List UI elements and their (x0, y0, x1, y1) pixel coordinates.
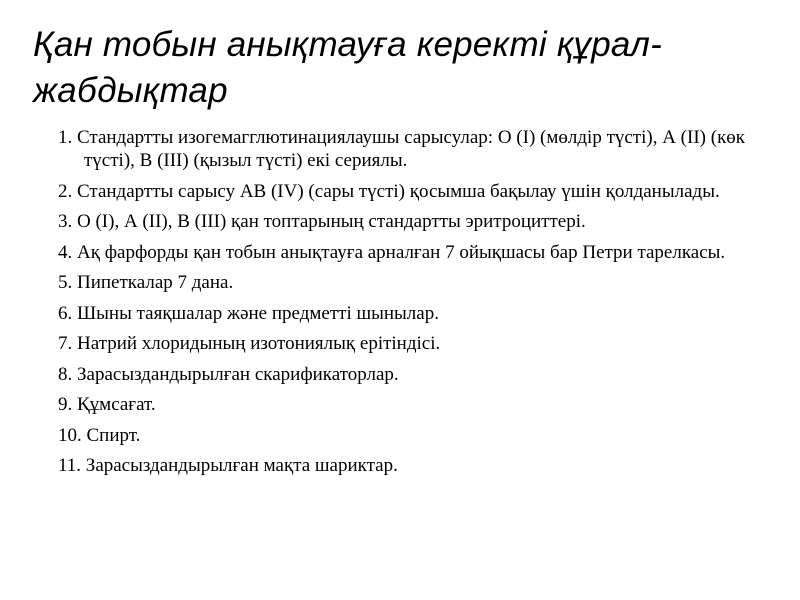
equipment-list (58, 126, 778, 485)
slide-title: Қан тобын анықтауға керекті құрал-жабдықтар (33, 25, 662, 110)
list-item: 7. Натрий хлоридының изотониялық ерітіндісі. (58, 333, 441, 354)
list-item: 10. Спирт. (58, 424, 141, 446)
list-item: 1. Стандартты изогемагглютинациялаушы сарысулар: О (І) (мөлдір түсті), А (ІІ) (көк түсті), В (ІІІ) (қызыл түсті) екі сериялы. (58, 127, 746, 171)
list-item: 11. Зарасыздандырылған мақта шариктар. (58, 455, 398, 476)
list-item: 6. Шыны таяқшалар және предметті шынылар. (58, 302, 439, 324)
list-item: 4. Ақ фарфорды қан тобын анықтауға арналған 7 ойықшасы бар Петри тарелкасы. (58, 241, 726, 263)
list-item: 8. Зарасыздандырылған скарификаторлар. (58, 363, 399, 385)
list-item: 9. Құмсағат. (58, 394, 156, 415)
list-item: 3. О (I), А (II), В (III) қан топтарының стандартты эритроциттері. (58, 211, 586, 232)
list-item: 5. Пипеткалар 7 дана. (58, 272, 234, 293)
list-item: 2. Стандартты сарысу АВ (IV) (сары түсті) қосымша бақылау үшін қолданылады. (58, 180, 720, 202)
